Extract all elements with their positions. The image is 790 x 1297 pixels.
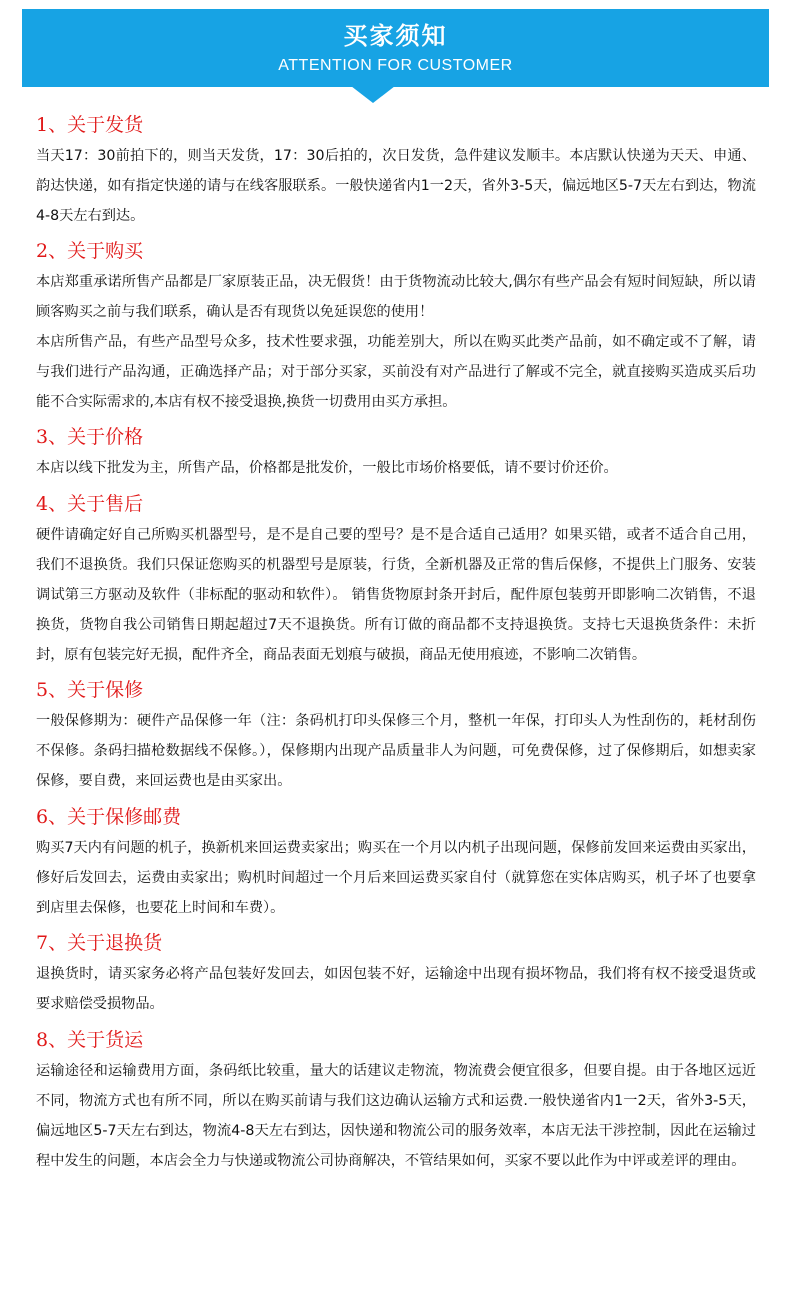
notice-content [36, 110, 756, 1176]
section-title: 1、关于发货 [36, 114, 144, 136]
section-shipping [36, 110, 756, 231]
paragraph: 当天17：30前拍下的，则当天发货，17：30后拍的，次日发货，急件建议发顺丰。本店默认快递为天天、申通、韵达快递，如有指定快递的请与在线客服联系。一般快递省内1一2天，省外3-5天，偏远地区5-7天左右到达，物流4-8天左右到达。 [36, 148, 756, 224]
section-warranty-postage [36, 802, 756, 923]
paragraph: 购买7天内有问题的机子，换新机来回运费卖家出；购买在一个月以内机子出现问题，保修前发回来运费由买家出，修好后发回去，运费由卖家出；购机时间超过一个月后来回运费买家自付（就算您在实体店购买，机子坏了也要拿到店里去保修，也要花上时间和车费）。 [36, 840, 756, 916]
section-body [36, 833, 756, 923]
section-body [36, 141, 756, 231]
header-title: 买家须知 [343, 22, 448, 50]
section-title: 3、关于价格 [36, 426, 144, 448]
section-purchase [36, 236, 756, 417]
section-body [36, 1056, 756, 1176]
paragraph: 本店以线下批发为主，所售产品，价格都是批发价，一般比市场价格要低，请不要讨价还价。 [36, 460, 618, 476]
section-title: 5、关于保修 [36, 679, 144, 701]
paragraph: 运输途径和运输费用方面，条码纸比较重，量大的话建议走物流，物流费会便宜很多，但要自提。由于各地区远近不同，物流方式也有所不同，所以在购买前请与我们这边确认运输方式和运费.一般快递省内1一2天，省外3-5天，偏远地区5-7天左右到达，物流4-8天左右到达，因快递和物流公司的服务效率，本店无法干涉控制，因此在运输过程中发生的问题，本店会全力与快递或物流公司协商解决，不管结果如何，买家不要以此作为中评或差评的理由。 [36, 1063, 756, 1169]
header-banner [22, 9, 769, 87]
section-body [36, 453, 756, 483]
section-title: 8、关于货运 [36, 1029, 144, 1051]
section-title: 4、关于售后 [36, 493, 144, 515]
section-body [36, 706, 756, 796]
section-title: 6、关于保修邮费 [36, 806, 182, 828]
section-title: 2、关于购买 [36, 240, 144, 262]
section-returns [36, 928, 756, 1019]
paragraph: 一般保修期为：硬件产品保修一年（注：条码机打印头保修三个月，整机一年保，打印头人为性刮伤的，耗材刮伤不保修。条码扫描枪数据线不保修。），保修期内出现产品质量非人为问题，可免费保修，过了保修期后，如想卖家保修，要自费，来回运费也是由买家出。 [36, 713, 756, 789]
section-body [36, 959, 756, 1019]
paragraph: 本店所售产品，有些产品型号众多，技术性要求强，功能差别大，所以在购买此类产品前，如不确定或不了解，请与我们进行产品沟通，正确选择产品；对于部分买家，买前没有对产品进行了解或不完全，就直接购买造成买后功能不合实际需求的,本店有权不接受退换,换货一切费用由买方承担。 [36, 334, 756, 410]
header-notch [351, 86, 395, 103]
section-after-sales [36, 489, 756, 670]
section-body [36, 267, 756, 417]
paragraph: 硬件请确定好自己所购买机器型号，是不是自己要的型号？是不是合适自己适用？如果买错，或者不适合自己用，我们不退换货。我们只保证您购买的机器型号是原装，行货，全新机器及正常的售后保修，不提供上门服务、安装调试第三方驱动及软件（非标配的驱动和软件）。 销售货物原封条开封后，配件原包装剪开即影响二次销售，不退换货，货物自我公司销售日期起超过7天不退换货。所有订做的商品都不支持退换货。支持七天退换货条件：未折封，原有包装完好无损，配件齐全，商品表面无划痕与破损，商品无使用痕迹，不影响二次销售。 [36, 527, 756, 663]
section-warranty [36, 675, 756, 796]
header-subtitle: ATTENTION FOR CUSTOMER [278, 57, 513, 74]
section-body [36, 520, 756, 670]
section-freight [36, 1025, 756, 1176]
section-price [36, 422, 756, 483]
paragraph: 退换货时，请买家务必将产品包装好发回去，如因包装不好，运输途中出现有损坏物品，我们将有权不接受退货或要求赔偿受损物品。 [36, 966, 756, 1012]
section-title: 7、关于退换货 [36, 932, 163, 954]
paragraph: 本店郑重承诺所售产品都是厂家原装正品，决无假货！由于货物流动比较大,偶尔有些产品会有短时间短缺，所以请顾客购买之前与我们联系，确认是否有现货以免延误您的使用！ [36, 274, 756, 320]
